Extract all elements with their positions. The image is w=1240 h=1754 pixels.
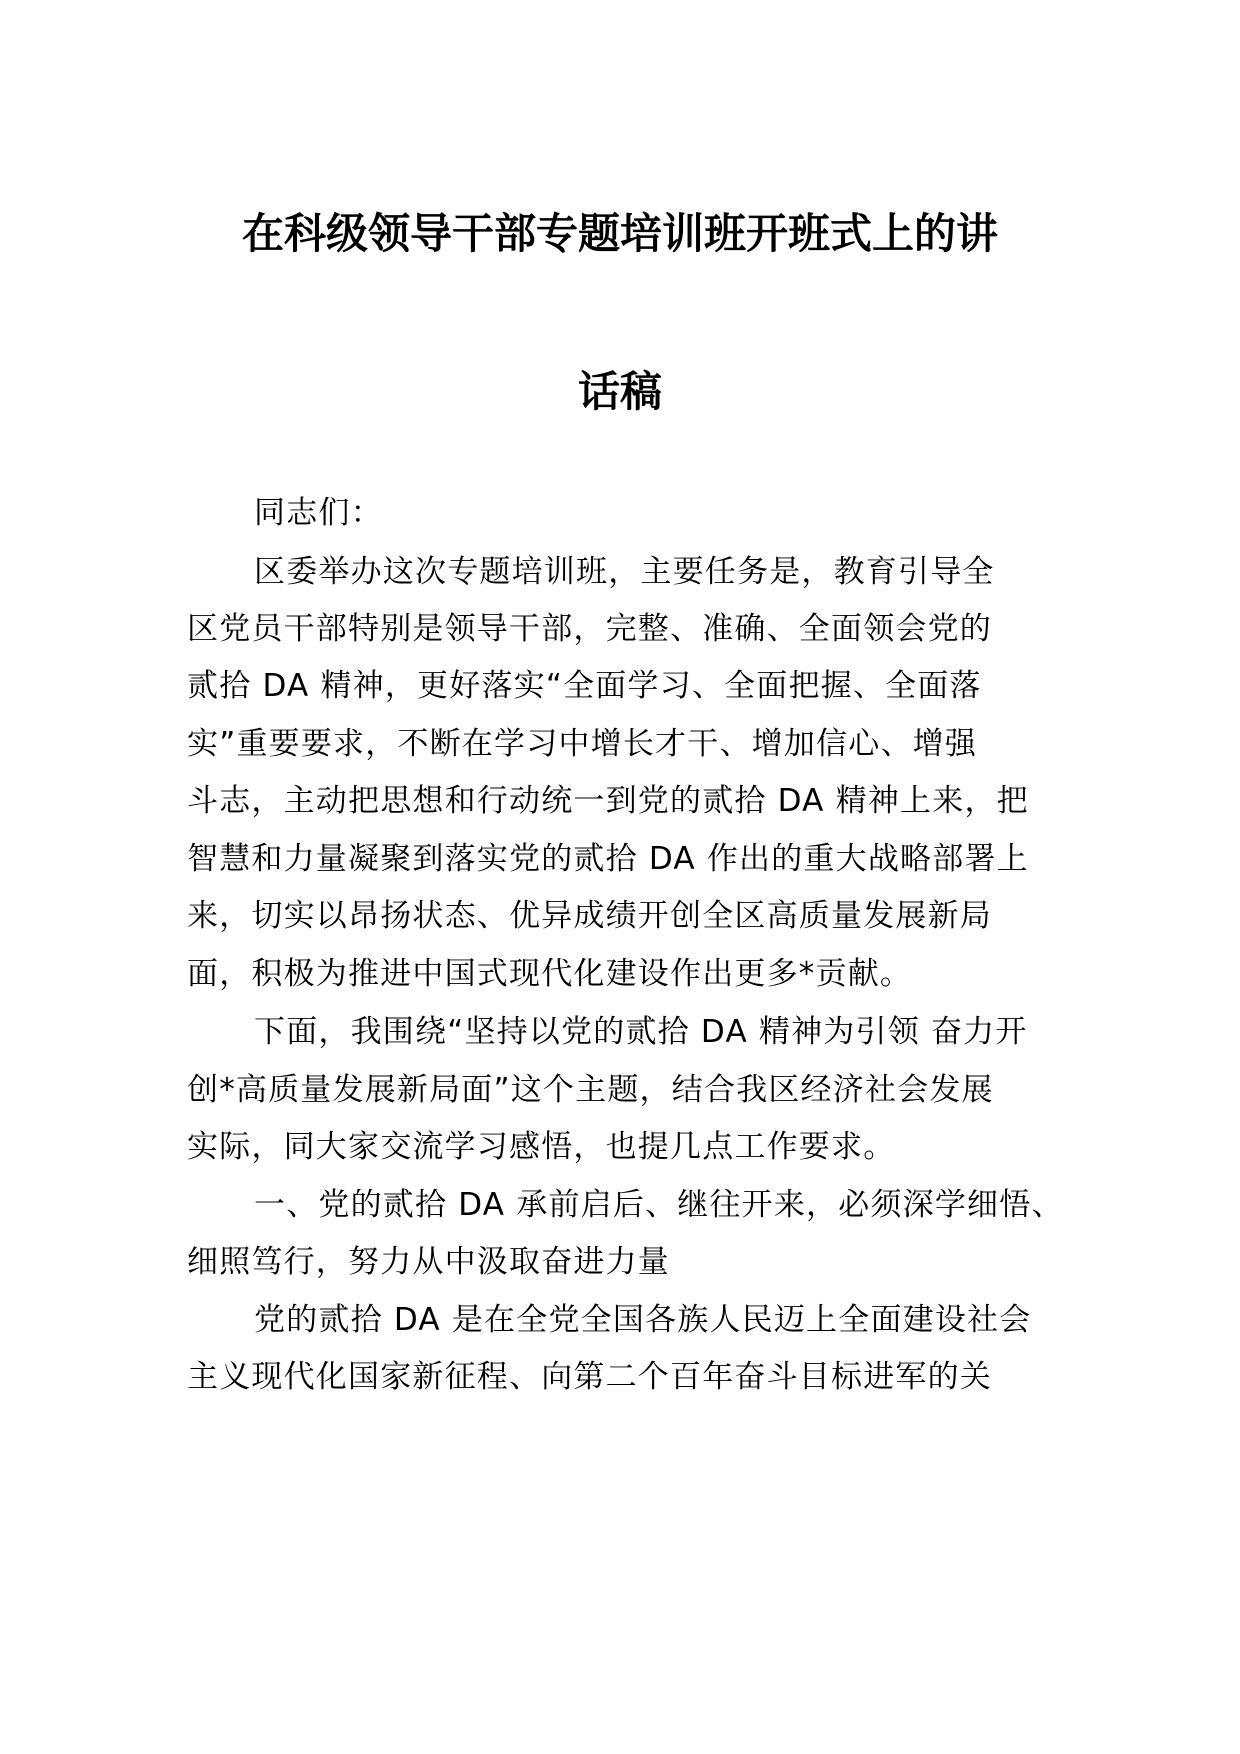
paragraph-1-line-8: 面，积极为推进中国式现代化建设作出更多*贡献。 bbox=[187, 956, 913, 992]
paragraph-2-line-3: 实际，同大家交流学习感悟，也提几点工作要求。 bbox=[187, 1129, 896, 1165]
section-heading-1-line-1: 一、党的贰拾 DA 承前启后、继往开来，必须深学细悟、 bbox=[254, 1187, 1064, 1223]
paragraph-1-line-2: 区党员干部特别是领导干部，完整、准确、全面领会党的 bbox=[187, 611, 992, 647]
paragraph-3-line-1: 党的贰拾 DA 是在全党全国各族人民迈上全面建设社会 bbox=[254, 1302, 1032, 1338]
paragraph-1-line-7: 来，切实以昂扬状态、优异成绩开创全区高质量发展新局 bbox=[187, 898, 992, 934]
paragraph-1-line-6: 智慧和力量凝聚到落实党的贰拾 DA 作出的重大战略部署上 bbox=[187, 841, 1029, 877]
section-heading-1-line-2: 细照笃行，努力从中汲取奋进力量 bbox=[187, 1244, 670, 1280]
paragraph-2-line-1: 下面，我围绕“坚持以党的贰拾 DA 精神为引领 奋力开 bbox=[254, 1014, 1028, 1050]
document-title-line-2: 话稿 bbox=[577, 367, 662, 416]
paragraph-1-line-1: 区委举办这次专题培训班，主要任务是，教育引导全 bbox=[254, 554, 995, 590]
salutation: 同志们： bbox=[254, 495, 383, 531]
paragraph-1-line-3: 贰拾 DA 精神，更好落实“全面学习、全面把握、全面落 bbox=[187, 668, 982, 704]
paragraph-1-line-5: 斗志，主动把思想和行动统一到党的贰拾 DA 精神上来，把 bbox=[187, 783, 1029, 819]
paragraph-3-line-2: 主义现代化国家新征程、向第二个百年奋斗目标进军的关 bbox=[187, 1359, 992, 1395]
document-title-line-1: 在科级领导干部专题培训班开班式上的讲 bbox=[241, 209, 998, 258]
paragraph-1-line-4: 实”重要要求，不断在学习中增长才干、增加信心、增强 bbox=[187, 726, 978, 762]
paragraph-2-line-2: 创*高质量发展新局面”这个主题，结合我区经济社会发展 bbox=[187, 1072, 994, 1108]
